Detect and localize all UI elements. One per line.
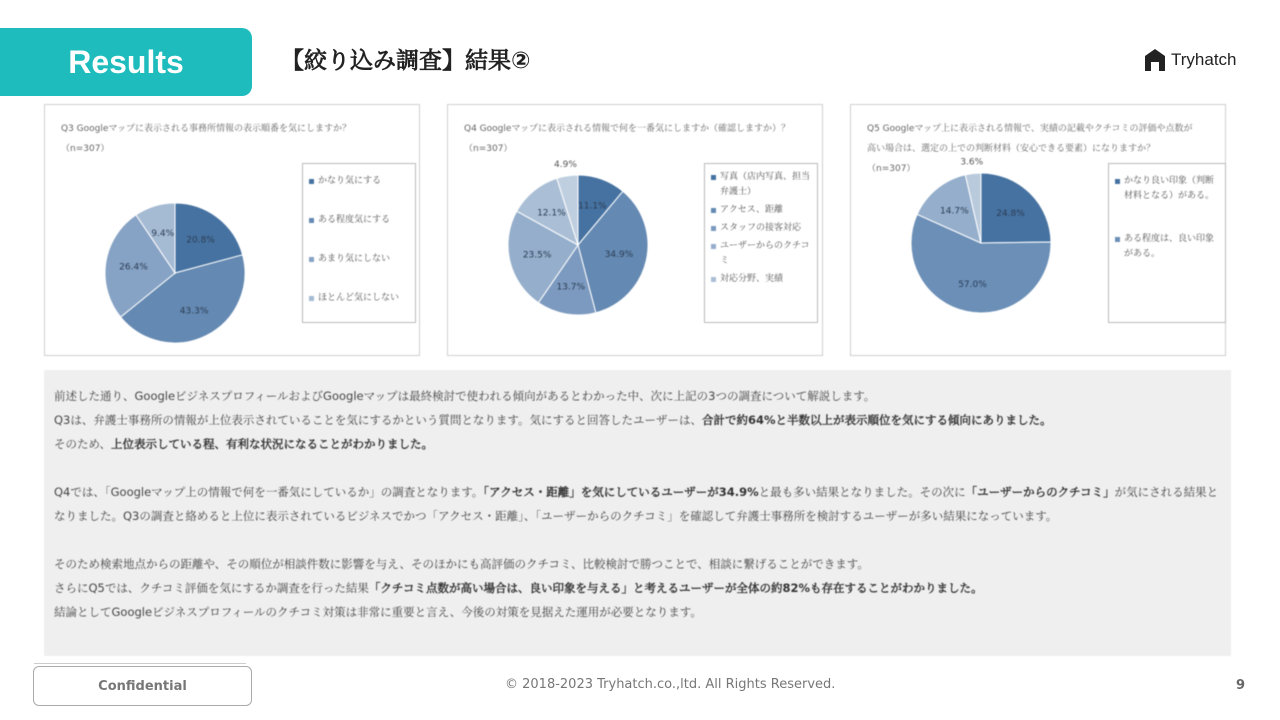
text-line: Q3は、弁護士事務所の情報が上位表示されていることを気にするかという質問となります。気にすると回答したユーザーは、: [54, 413, 702, 427]
legend-item: [711, 239, 811, 269]
legend-label: 写真（店内写真、担当弁護士）: [720, 172, 811, 197]
legend-label: アクセス、距離: [720, 205, 784, 215]
paragraph-q3: [54, 384, 1221, 456]
text-line: そのため、: [54, 437, 112, 451]
legend-item: [711, 221, 811, 236]
slice-value-label: 4.9%: [554, 159, 577, 170]
confidential-label: Confidential: [33, 666, 252, 706]
slice-value-label: 12.1%: [537, 208, 566, 219]
text-line: そのため検索地点からの距離や、その順位が相談件数に影響を与え、そのほかにも高評価のクチコミ、比較検討で勝つことで、相談に繋げることができます。: [54, 557, 869, 571]
slice-value-label: 34.9%: [604, 250, 634, 261]
legend-item: [309, 174, 409, 189]
slice-value-label: 24.8%: [996, 209, 1025, 220]
page-number: 9: [1236, 678, 1246, 693]
legend-swatch: [711, 208, 716, 213]
highlight-text: 「アクセス・距離」を気にしているユーザーが34.9%: [483, 485, 759, 499]
text-line: が気にされる結果となりました。Q3の調査と絡めると上位に表示されているビジネスでかつ「アクセス・距離」、「ユーザーからのクチコミ」を確認して弁護士事務所を検討するユーザーが多い結果になっています。: [54, 485, 1219, 523]
legend-swatch: [309, 296, 314, 301]
chart-legend: [1108, 163, 1226, 323]
footer-divider: [34, 663, 246, 664]
highlight-text: 合計で約64%と半数以上が表示順位を気にする傾向にありました。: [701, 413, 1052, 427]
slice-value-label: 14.7%: [940, 206, 969, 217]
legend-label: スタッフの接客対応: [720, 223, 802, 233]
text-line: 結論としてGoogleビジネスプロフィールのクチコミ対策は非常に重要と言え、今後の対策を見据えた運用が必要となります。: [54, 605, 702, 619]
highlight-text: 「クチコミ点数が高い場合は、良い印象を与える」と考えるユーザーが全体の約82%も存在することがわかりました。: [368, 581, 983, 595]
legend-label: あまり気にしない: [318, 254, 391, 264]
section-tab-label: Results: [68, 43, 184, 80]
legend-item: [711, 203, 811, 218]
text-line: さらにQ5では、クチコミ評価を気にするか調査を行った結果: [54, 581, 369, 595]
legend-item: [711, 272, 811, 287]
logo-text: Tryhatch: [1171, 50, 1237, 69]
company-logo: [1144, 48, 1237, 72]
text-line: 前述した通り、GoogleビジネスプロフィールおよびGoogleマップは最終検討で使われる傾向があるとわかった中、次に上記の3つの調査について解説します。: [54, 389, 876, 403]
slice-value-label: 3.6%: [960, 157, 984, 168]
section-tab: [0, 28, 252, 96]
slice-value-label: 43.3%: [179, 306, 209, 317]
page-title: 【絞り込み調査】結果②: [281, 48, 531, 74]
slice-value-label: 13.7%: [556, 282, 586, 293]
legend-label: ほとんど気にしない: [318, 293, 400, 303]
legend-item: [309, 291, 409, 306]
house-logo-icon: [1144, 48, 1166, 72]
legend-swatch: [711, 226, 716, 231]
chart-title: Q3 Googleマップに表示される事務所情報の表示順番を気にしますか？（n=307）: [61, 124, 352, 154]
legend-item: [1115, 232, 1219, 262]
legend-item: [309, 213, 409, 228]
chart-title: Q4 Googleマップに表示される情報で何を一番気にしますか（確認しますか）？（n=307）: [464, 124, 791, 154]
legend-label: 対応分野、実績: [720, 274, 784, 284]
chart-q4: [447, 104, 823, 356]
chart-title: Q5 Googleマップ上に表示される情報で、実績の記載やクチコミの評価や点数が高い場合は、選定の上での判断材料（安心できる要素）になりますか？（n=307）: [867, 124, 1193, 174]
highlight-text: 上位表示している程、有利な状況になることがわかりました。: [111, 437, 434, 451]
slice-value-label: 20.8%: [186, 235, 215, 246]
legend-label: ある程度は、良い印象がある。: [1124, 234, 1215, 259]
slice-value-label: 23.5%: [522, 250, 552, 261]
chart-q5: [850, 104, 1226, 356]
legend-label: ユーザーからのクチコミ: [720, 241, 810, 266]
chart-legend: [704, 163, 818, 323]
legend-swatch: [711, 277, 716, 282]
legend-swatch: [309, 218, 314, 223]
slice-value-label: 9.4%: [151, 228, 175, 239]
copyright-text: © 2018-2023 Tryhatch.co.,ltd. All Rights Reserved.: [505, 677, 836, 692]
slice-value-label: 57.0%: [958, 280, 987, 291]
legend-swatch: [1115, 237, 1120, 242]
highlight-text: 「ユーザーからのクチコミ」: [965, 485, 1115, 499]
paragraph-q5: [54, 552, 1221, 624]
text-line: と最も多い結果となりました。その次に: [758, 485, 966, 499]
text-line: Q4では、「Googleマップ上の情報で何を一番気にしているか」の調査となります。: [54, 485, 484, 499]
legend-swatch: [711, 244, 716, 249]
legend-swatch: [1115, 179, 1120, 184]
pie-slice: [981, 173, 1051, 243]
slice-value-label: 11.1%: [578, 201, 607, 212]
legend-swatch: [309, 257, 314, 262]
legend-swatch: [309, 179, 314, 184]
chart-legend: [302, 163, 416, 323]
legend-label: ある程度気にする: [318, 215, 391, 225]
chart-q3: [44, 104, 420, 356]
legend-label: かなり気にする: [318, 176, 382, 186]
legend-item: [309, 252, 409, 267]
legend-item: [711, 170, 811, 200]
legend-swatch: [711, 175, 716, 180]
paragraph-q4: [54, 480, 1221, 528]
legend-item: [1115, 174, 1219, 204]
slice-value-label: 26.4%: [119, 262, 148, 273]
explanation-panel: [44, 370, 1231, 656]
legend-label: かなり良い印象（判断材料となる）がある。: [1124, 176, 1215, 201]
